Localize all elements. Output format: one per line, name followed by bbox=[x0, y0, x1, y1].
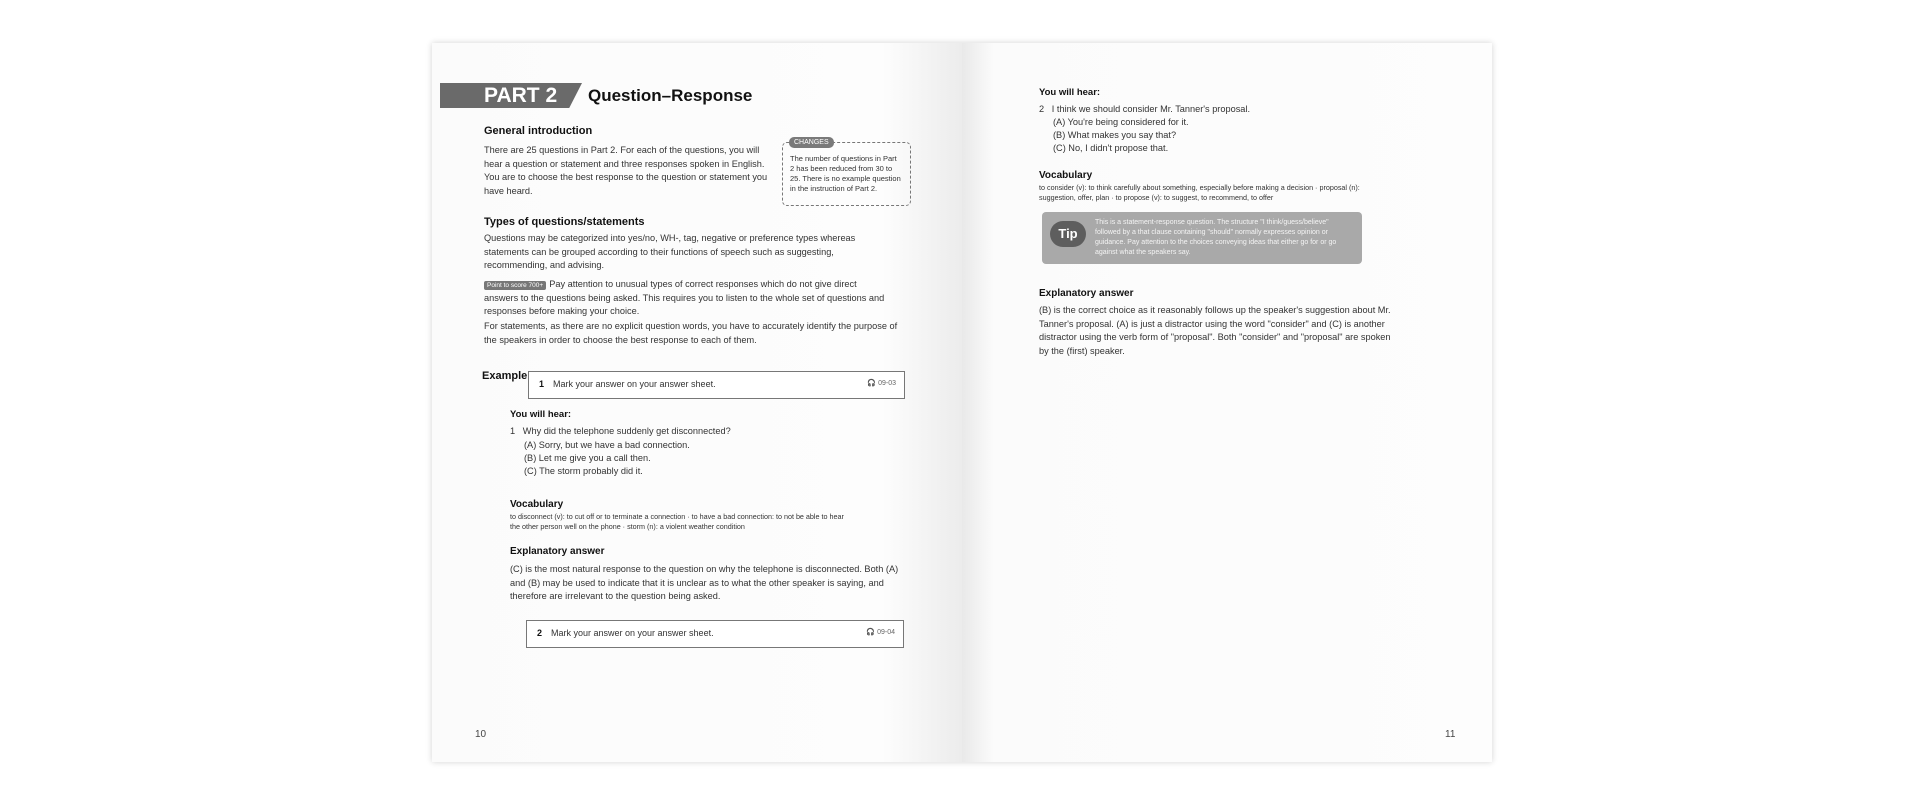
types-heading: Types of questions/statements bbox=[484, 216, 645, 228]
options-list bbox=[1053, 116, 1189, 155]
explanatory-text bbox=[1039, 304, 1439, 358]
part-label: PART 2 bbox=[484, 84, 558, 107]
types-para-2 bbox=[484, 278, 924, 319]
text-line: 2 has been reduced from 30 to bbox=[790, 164, 893, 173]
you-will-hear-label: You will hear: bbox=[510, 409, 572, 420]
you-will-hear-label: You will hear: bbox=[1039, 87, 1101, 98]
option: (C) The storm probably did it. bbox=[524, 466, 643, 476]
vocabulary-heading: Vocabulary bbox=[510, 499, 564, 510]
general-intro-text bbox=[484, 144, 784, 198]
option: (A) You're being considered for it. bbox=[1053, 117, 1189, 127]
question-text bbox=[1039, 103, 1250, 116]
question-number: 1 bbox=[539, 379, 545, 389]
audio-track-icon: 🎧 09-04 bbox=[866, 629, 895, 636]
right-page bbox=[962, 43, 1492, 762]
part-title: Question–Response bbox=[588, 86, 753, 105]
text-line: (C) is the most natural response to the question on why the telephone is disconnected. Both (A) bbox=[510, 564, 899, 574]
text-line: to disconnect (v): to cut off or to terminate a connection · to have a bad connection: to not be able to hear bbox=[510, 512, 844, 521]
answer-instruction: Mark your answer on your answer sheet. bbox=[551, 628, 714, 638]
explanatory-heading: Explanatory answer bbox=[510, 546, 605, 557]
audio-track-icon: 🎧 09-03 bbox=[867, 380, 896, 387]
page-number-left: 10 bbox=[475, 729, 487, 740]
options-list bbox=[524, 439, 690, 478]
text-line: statements can be grouped according to their functions of speech such as suggesting, bbox=[484, 246, 834, 257]
vocabulary-text bbox=[510, 512, 930, 532]
left-page bbox=[432, 43, 962, 762]
text-line: 25. There is no example question bbox=[790, 174, 901, 183]
example-label: Example bbox=[482, 370, 528, 382]
text-line: The number of questions in Part bbox=[790, 154, 897, 163]
question: Why did the telephone suddenly get disconnected? bbox=[522, 426, 731, 436]
text-line: (B) is the correct choice as it reasonably follows up the speaker's suggestion about Mr. bbox=[1039, 305, 1391, 315]
question: I think we should consider Mr. Tanner's proposal. bbox=[1051, 104, 1250, 114]
option: (B) What makes you say that? bbox=[1053, 130, 1177, 140]
text-line: responses before making your choice. bbox=[484, 306, 640, 316]
explanatory-text bbox=[510, 563, 930, 604]
score-badge: Point to score 700+ bbox=[484, 281, 546, 290]
explanatory-heading: Explanatory answer bbox=[1039, 288, 1134, 299]
option: (A) Sorry, but we have a bad connection. bbox=[524, 440, 690, 450]
text-line: distractor using the verb form of "proposal". Both "consider" and "proposal" are spoken bbox=[1039, 332, 1391, 342]
text-line: hear a question or statement and three responses spoken in English. bbox=[484, 158, 765, 169]
option: (B) Let me give you a call then. bbox=[524, 453, 651, 463]
text-line: You are to choose the best response to the question or statement you bbox=[484, 172, 768, 182]
types-para-3 bbox=[484, 320, 929, 347]
answer-instruction: Mark your answer on your answer sheet. bbox=[553, 379, 716, 389]
tip-text bbox=[1095, 218, 1357, 258]
text-line: in the instruction of Part 2. bbox=[790, 184, 878, 193]
changes-tag: CHANGES bbox=[789, 137, 834, 148]
text-line: the other person well on the phone · storm (n): a violent weather condition bbox=[510, 522, 745, 531]
text-line: Questions may be categorized into yes/no, WH-, tag, negative or preference types whereas bbox=[484, 233, 856, 243]
text-line: guidance. Pay attention to the choices conveying ideas that either go for or go bbox=[1095, 239, 1337, 246]
answer-box-1 bbox=[528, 371, 905, 399]
vocabulary-text bbox=[1039, 183, 1459, 203]
option: (C) No, I didn't propose that. bbox=[1053, 143, 1169, 153]
open-book bbox=[432, 43, 1492, 762]
text-line: answers to the questions being asked. This requires you to listen to the whole set of questions and bbox=[484, 292, 885, 303]
text-line: the speakers in order to choose the best response to each of them. bbox=[484, 334, 757, 345]
text-line: therefore are irrelevant to the question being asked. bbox=[510, 591, 721, 601]
text-line: have heard. bbox=[484, 185, 533, 196]
question-number: 2 bbox=[537, 628, 543, 638]
text-line: recommending, and advising. bbox=[484, 260, 605, 270]
tip-badge: Tip bbox=[1050, 221, 1086, 247]
text-line: This is a statement-response question. The structure "I think/guess/believe" bbox=[1095, 219, 1329, 226]
page-number-right: 11 bbox=[1445, 729, 1456, 740]
text-line: followed by a that clause containing "should" normally expresses opinion or bbox=[1095, 229, 1328, 236]
text-line: Tanner's proposal. (A) is just a distractor using the word "consider" and (C) is another bbox=[1039, 318, 1385, 329]
text-line: by the (first) speaker. bbox=[1039, 345, 1125, 356]
general-intro-heading: General introduction bbox=[484, 125, 593, 137]
text-line: suggestion, offer, plan · to propose (v): to suggest, to recommend, to offer bbox=[1039, 193, 1274, 202]
question-number: 1 bbox=[510, 426, 516, 436]
text-line: For statements, as there are no explicit question words, you have to accurately identify the purpose of bbox=[484, 321, 898, 331]
vocabulary-heading: Vocabulary bbox=[1039, 170, 1093, 181]
text-line: Pay attention to unusual types of correct responses which do not give direct bbox=[549, 279, 857, 289]
answer-box-2 bbox=[526, 620, 904, 648]
text-line: against what the speakers say. bbox=[1095, 249, 1191, 256]
question-text bbox=[510, 425, 731, 438]
text-line: and (B) may be used to indicate that it is unclear as to what the other speaker is saying, and bbox=[510, 577, 884, 588]
question-number: 2 bbox=[1039, 104, 1045, 114]
text-line: There are 25 questions in Part 2. For each of the questions, you will bbox=[484, 145, 760, 155]
changes-text bbox=[790, 154, 904, 194]
text-line: to consider (v): to think carefully about something, especially before making a decision · proposal (n): bbox=[1039, 183, 1360, 192]
types-para-1 bbox=[484, 232, 914, 273]
